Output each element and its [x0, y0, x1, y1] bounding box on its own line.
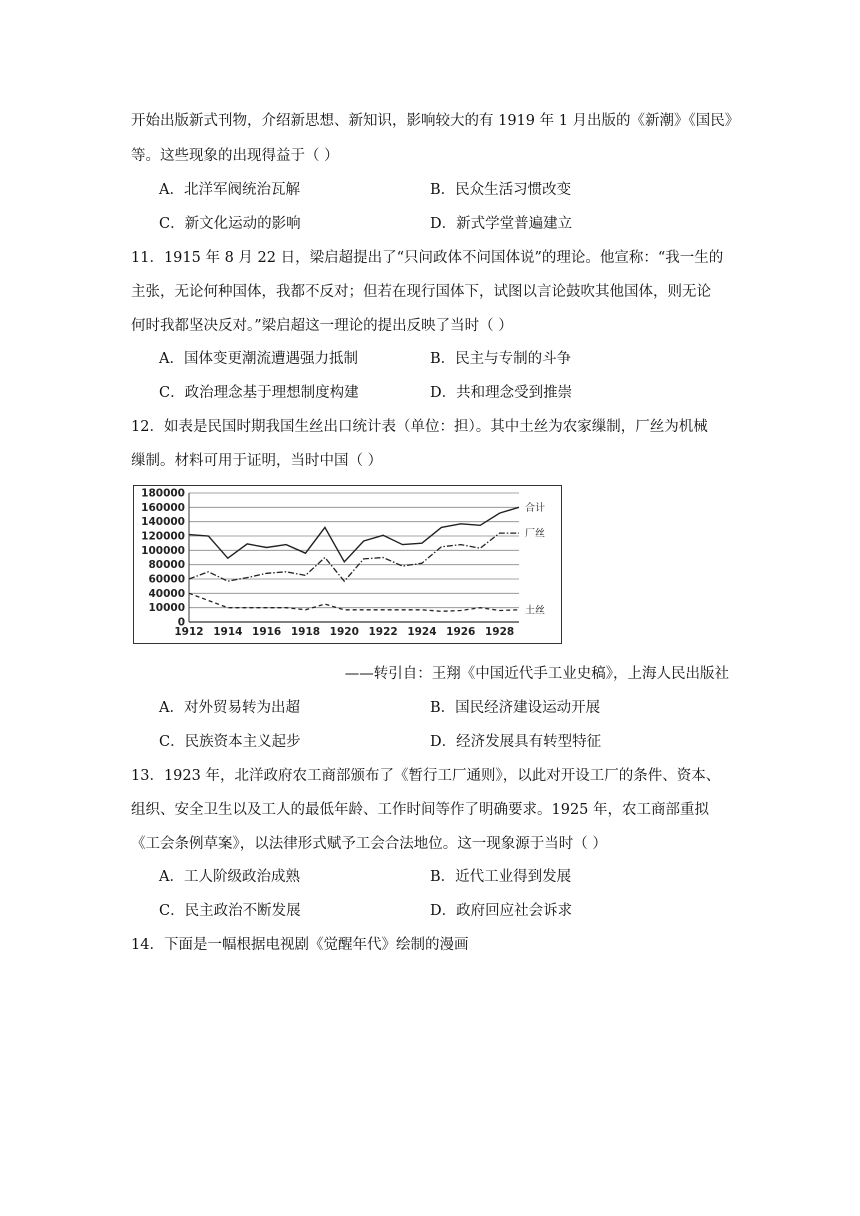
- y-tick-label: 180000: [141, 487, 185, 500]
- q10-option-b: B．民众生活习惯改变: [430, 182, 572, 198]
- y-tick-label: 140000: [141, 516, 185, 529]
- q13-stem-line: 13．1923 年，北洋政府农工商部颁布了《暂行工厂通则》，以此对开设工厂的条件、资本、: [131, 768, 721, 784]
- q13-option-a: A．工人阶级政治成熟: [159, 869, 300, 885]
- q10-option-a: A．北洋军阀统治瓦解: [159, 182, 300, 198]
- q13-stem-line: 《工会条例草案》，以法律形式赋予工会合法地位。这一现象源于当时（ ）: [131, 836, 607, 852]
- q10-option-d: D．新式学堂普遍建立: [430, 216, 573, 232]
- q11-option-c: C．政治理念基于理想制度构建: [159, 385, 359, 401]
- q14-stem-line: 14．下面是一幅根据电视剧《觉醒年代》绘制的漫画: [131, 937, 469, 953]
- y-tick-label: 60000: [148, 573, 185, 586]
- series-line: [189, 533, 519, 581]
- q11-option-a: A．国体变更潮流遭遇强力抵制: [159, 351, 358, 367]
- x-tick-label: 1920: [329, 626, 359, 638]
- x-tick-label: 1924: [407, 626, 437, 638]
- q13-stem-line: 组织、安全卫生以及工人的最低年龄、工作时间等作了明确要求。1925 年，农工商部重拟: [131, 802, 710, 818]
- series-label: 厂丝: [525, 528, 545, 540]
- x-tick-label: 1928: [484, 626, 515, 638]
- q11-option-b: B．民主与专制的斗争: [430, 351, 572, 367]
- q11-stem-line: 何时我都坚决反对。”梁启超这一理论的提出反映了当时（ ）: [131, 318, 513, 334]
- series-line: [189, 507, 519, 562]
- x-tick-label: 1912: [174, 626, 204, 638]
- paragraph-line: 开始出版新式刊物，介绍新思想、新知识，影响较大的有 1919 年 1 月出版的《新潮》《国民》: [131, 113, 740, 129]
- series-line: [189, 593, 519, 611]
- q12-option-b: B．国民经济建设运动开展: [430, 700, 601, 716]
- q13-option-c: C．民主政治不断发展: [159, 903, 301, 919]
- q11-stem-line: 主张，无论何种国体，我都不反对；但若在现行国体下，试图以言论鼓吹其他国体，则无论: [131, 284, 711, 300]
- chart-source: ——转引自：王翔《中国近代手工业史稿》，上海人民出版社: [344, 666, 729, 682]
- q13-option-b: B．近代工业得到发展: [430, 869, 572, 885]
- x-tick-label: 1918: [290, 626, 321, 638]
- y-tick-label: 100000: [141, 544, 185, 557]
- x-tick-label: 1916: [252, 626, 282, 638]
- q11-option-d: D．共和理念受到推崇: [430, 385, 573, 401]
- q10-option-c: C．新文化运动的影响: [159, 216, 301, 232]
- y-tick-label: 40000: [148, 587, 185, 600]
- y-tick-label: 80000: [148, 559, 185, 572]
- y-tick-label: 10000: [148, 602, 185, 615]
- silk-export-chart: [133, 485, 562, 644]
- y-tick-label: 120000: [141, 530, 185, 543]
- q12-option-a: A．对外贸易转为出超: [159, 700, 300, 716]
- q13-option-d: D．政府回应社会诉求: [430, 903, 573, 919]
- q12-option-d: D．经济发展具有转型特征: [430, 734, 602, 750]
- series-label: 合计: [525, 502, 545, 514]
- x-tick-label: 1922: [368, 626, 398, 638]
- q12-stem-line: 缫制。材料可用于证明，当时中国（ ）: [131, 453, 383, 469]
- x-tick-label: 1914: [213, 626, 243, 638]
- q12-stem-line: 12．如表是民国时期我国生丝出口统计表（单位：担）。其中土丝为农家缫制，厂丝为机械: [131, 419, 708, 435]
- y-tick-label: 0: [177, 616, 185, 629]
- series-label: 土丝: [525, 605, 545, 617]
- q12-option-c: C．民族资本主义起步: [159, 734, 301, 750]
- paragraph-line: 等。这些现象的出现得益于（ ）: [131, 148, 339, 164]
- q11-stem-line: 11．1915 年 8 月 22 日，梁启超提出了“只问政体不问国体说”的理论。他宣称：“我一生的: [131, 250, 724, 266]
- x-tick-label: 1926: [446, 626, 476, 638]
- y-tick-label: 160000: [141, 501, 185, 514]
